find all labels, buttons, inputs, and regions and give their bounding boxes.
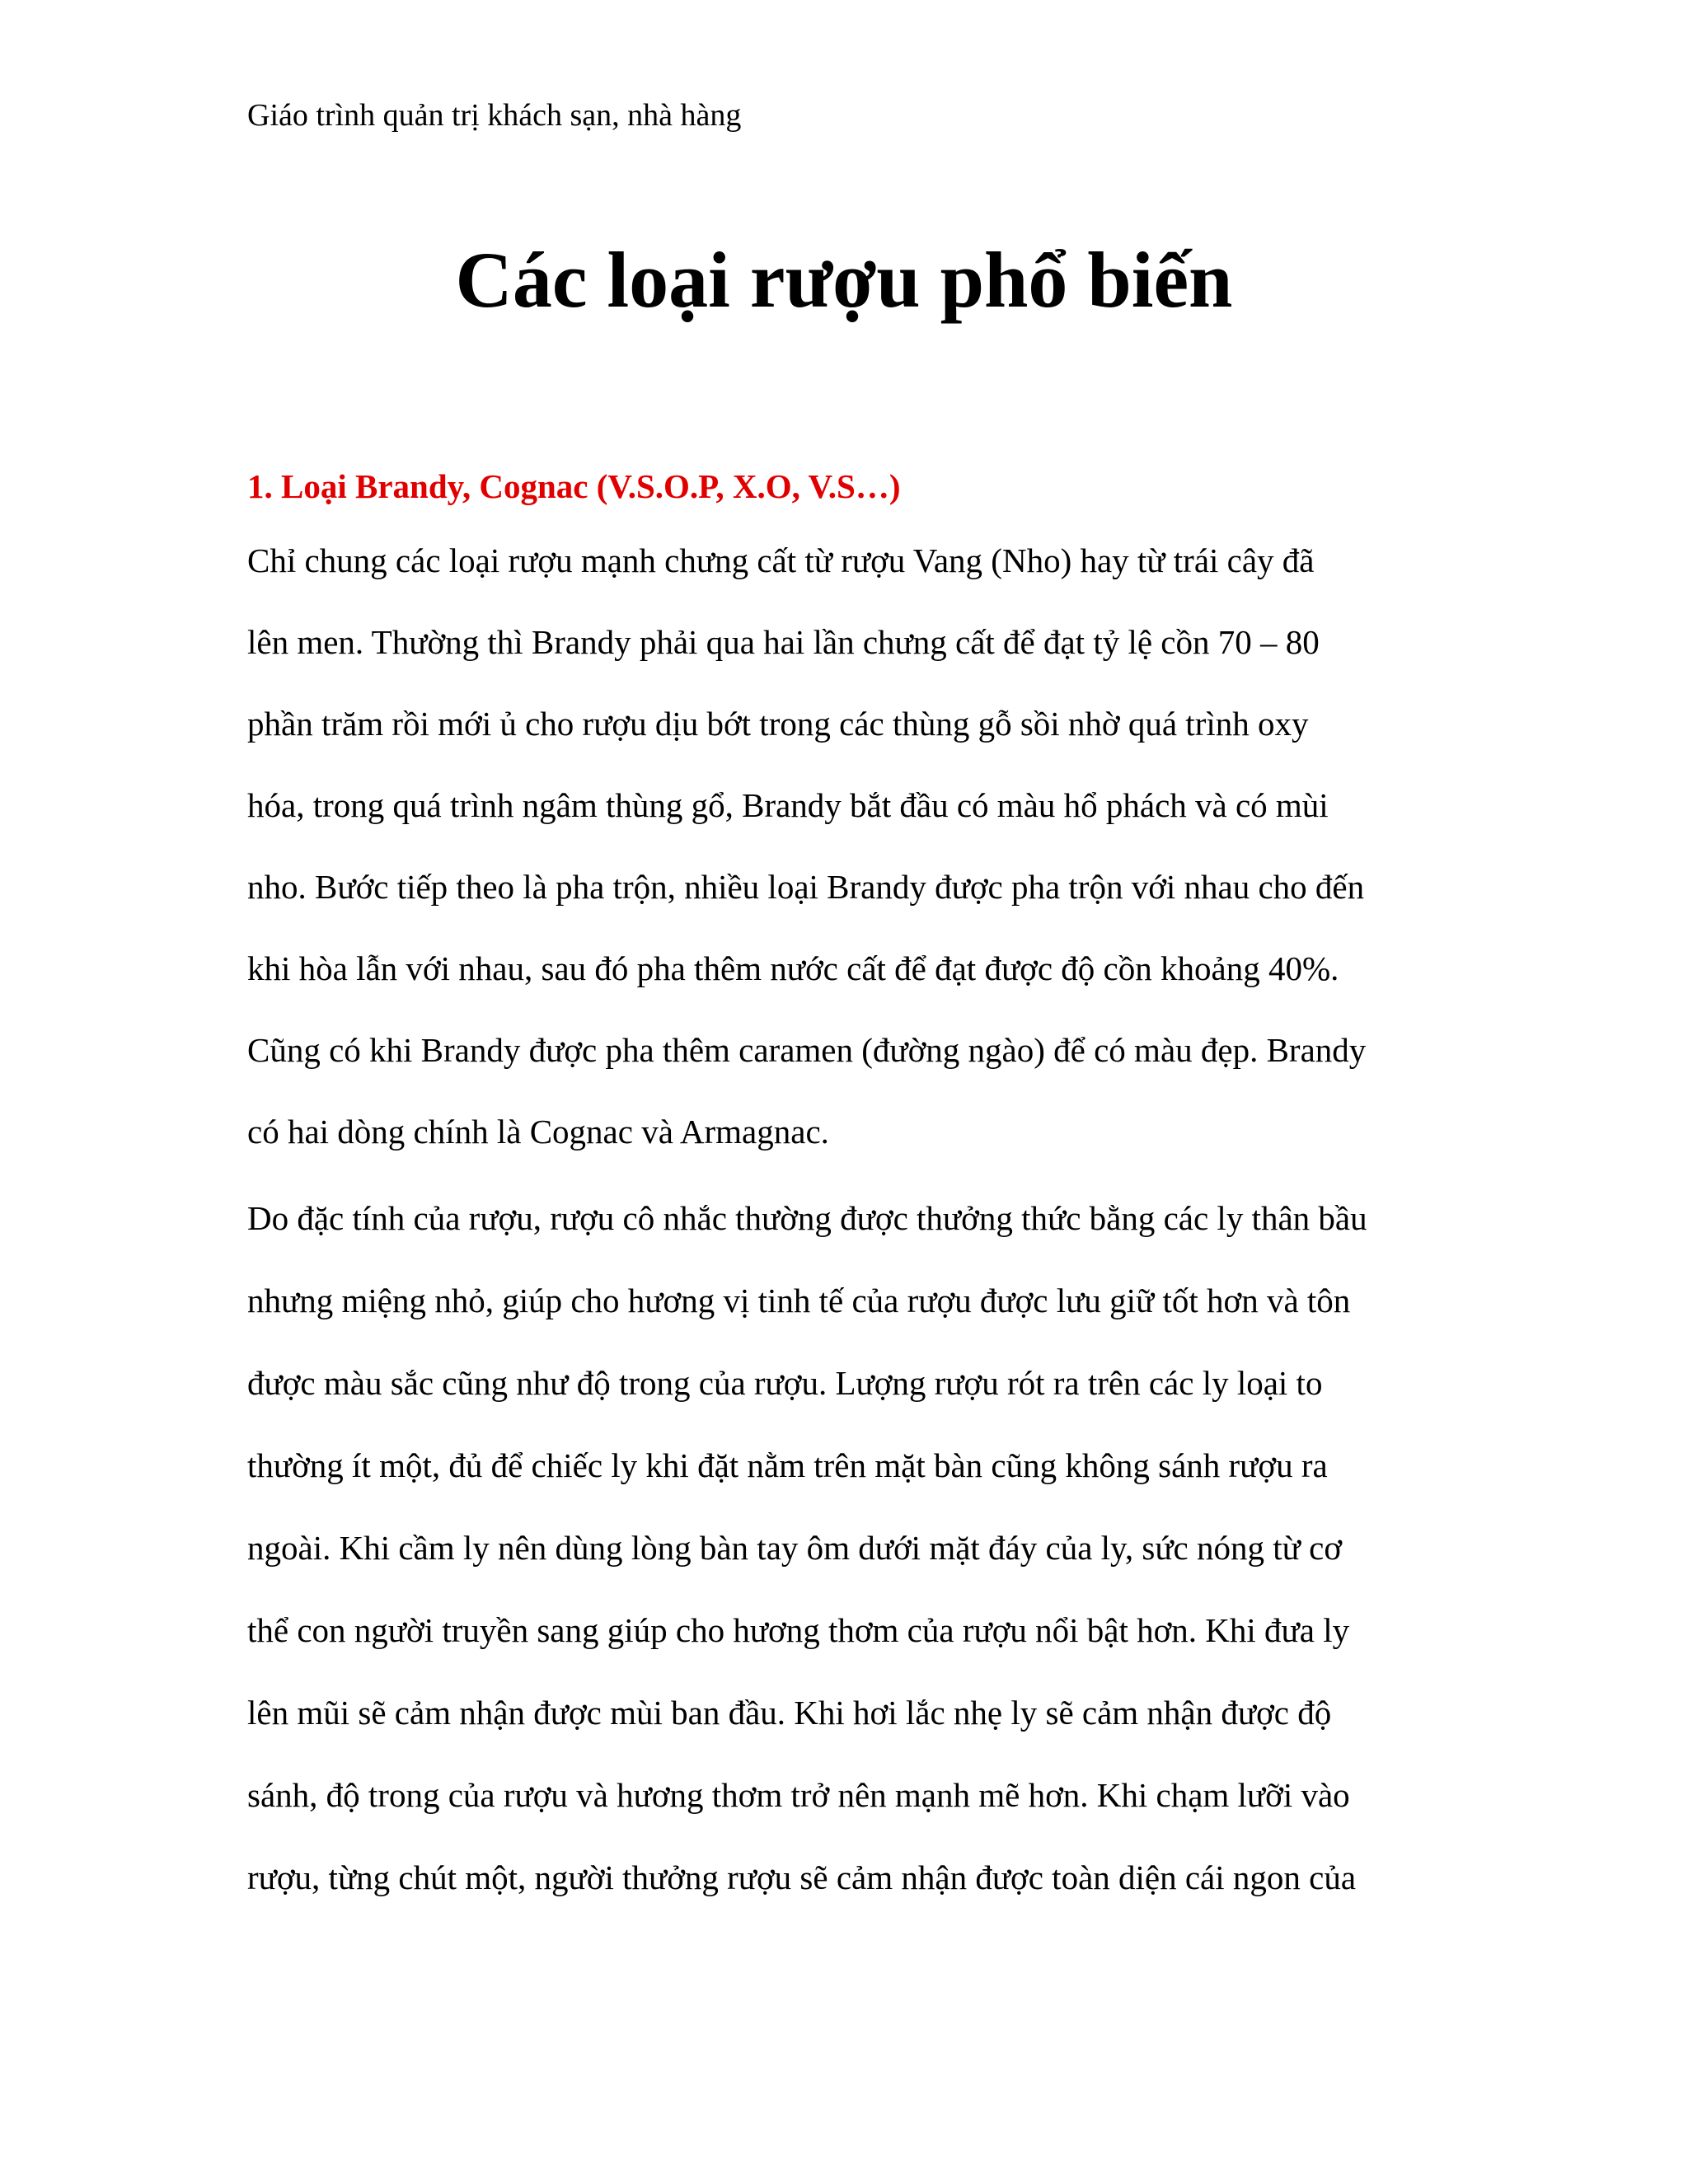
body-text-line: khi hòa lẫn với nhau, sau đó pha thêm nước cất để đạt được độ cồn khoảng 40%. bbox=[247, 949, 1339, 987]
body-text-line: thể con người truyền sang giúp cho hương thơm của rượu nổi bật hơn. Khi đưa ly bbox=[247, 1611, 1350, 1649]
body-text-line: nhưng miệng nhỏ, giúp cho hương vị tinh tế của rượu được lưu giữ tốt hơn và tôn bbox=[247, 1282, 1351, 1319]
running-header: Giáo trình quản trị khách sạn, nhà hàng bbox=[247, 98, 742, 133]
body-text-line: rượu, từng chút một, người thưởng rượu sẽ cảm nhận được toàn diện cái ngon của bbox=[247, 1858, 1357, 1896]
body-text-line: được màu sắc cũng như độ trong của rượu. Lượng rượu rót ra trên các ly loại to bbox=[247, 1364, 1323, 1402]
body-text-line: Chỉ chung các loại rượu mạnh chưng cất từ rượu Vang (Nho) hay từ trái cây đã bbox=[247, 541, 1315, 579]
body-text-line: lên mũi sẽ cảm nhận được mùi ban đầu. Khi hơi lắc nhẹ ly sẽ cảm nhận được độ bbox=[247, 1694, 1332, 1732]
body-text-line: có hai dòng chính là Cognac và Armagnac. bbox=[247, 1113, 829, 1151]
body-text-line: Cũng có khi Brandy được pha thêm caramen (đường ngào) để có màu đẹp. Brandy bbox=[247, 1031, 1367, 1069]
body-text-line: nho. Bước tiếp theo là pha trộn, nhiều loại Brandy được pha trộn với nhau cho đến bbox=[247, 868, 1365, 906]
section-heading: 1. Loại Brandy, Cognac (V.S.O.P, X.O, V.S…) bbox=[247, 467, 901, 505]
body-text-line: sánh, độ trong của rượu và hương thơm trở nên mạnh mẽ hơn. Khi chạm lưỡi vào bbox=[247, 1776, 1350, 1814]
body-text-line: hóa, trong quá trình ngâm thùng gổ, Brandy bắt đầu có màu hổ phách và có mùi bbox=[247, 786, 1329, 824]
body-text-line: lên men. Thường thì Brandy phải qua hai lần chưng cất để đạt tỷ lệ cồn 70 – 80 bbox=[247, 623, 1320, 661]
body-text-line: Do đặc tính của rượu, rượu cô nhắc thường được thưởng thức bằng các ly thân bầu bbox=[247, 1199, 1367, 1237]
body-text-line: ngoài. Khi cầm ly nên dùng lòng bàn tay ôm dưới mặt đáy của ly, sức nóng từ cơ bbox=[247, 1529, 1342, 1567]
page-title: Các loại rượu phổ biến bbox=[455, 236, 1233, 324]
body-text-line: phần trăm rồi mới ủ cho rượu dịu bớt trong các thùng gỗ sồi nhờ quá trình oxy bbox=[247, 705, 1309, 743]
body-text-line: thường ít một, đủ để chiếc ly khi đặt nằm trên mặt bàn cũng không sánh rượu ra bbox=[247, 1446, 1328, 1484]
